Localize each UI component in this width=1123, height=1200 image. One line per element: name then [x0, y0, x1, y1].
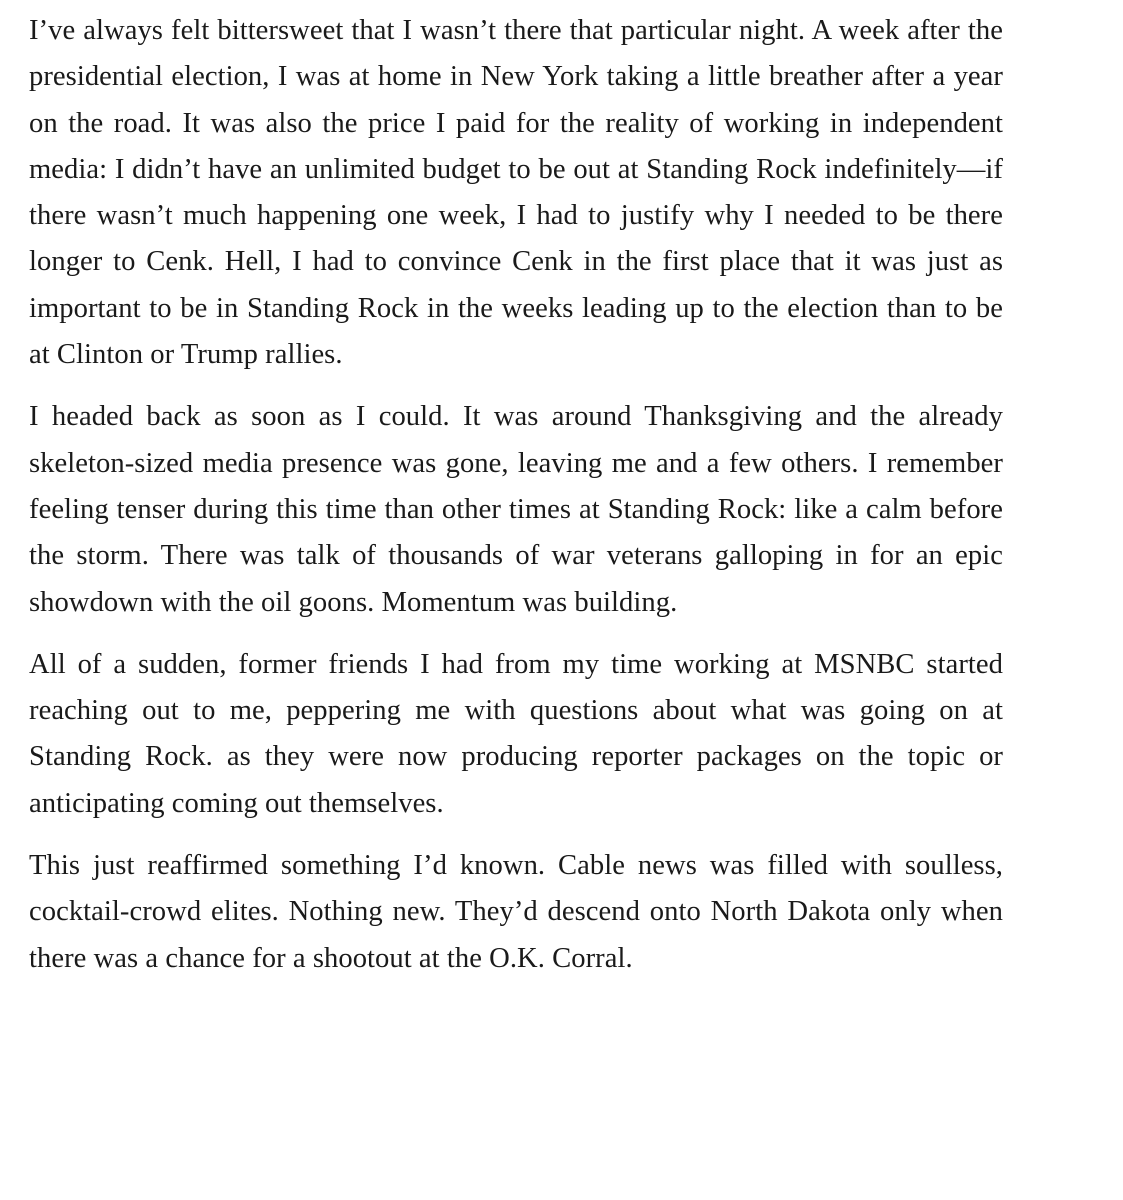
paragraph-3: All of a sudden, former friends I had from my time working at MSNBC started reaching out to me, peppering me with questions about what was going on at Standing Rock. as they were now producing reporter packages on the topic or anticipating coming out themselves. — [29, 648, 1003, 819]
paragraph-1: I’ve always felt bittersweet that I wasn’t there that particular night. A week after the presidential election, I was at home in New York taking a little breather after a year on the road. It was also the price I paid for the reality of working in independent media: I didn’t have an unlimited budget to be out at Standing Rock indefinitely—if there wasn’t much happening one week, I had to justify why I needed to be there longer to Cenk. Hell, I had to convince Cenk in the first place that it was just as important to be in Standing Rock in the weeks leading up to the election than to be at Clinton or Trump rallies. — [29, 15, 1003, 371]
book-page — [29, 8, 1003, 982]
paragraph-2: I headed back as soon as I could. It was around Thanksgiving and the already skeleton-sized media presence was gone, leaving me and a few others. I remember feeling tenser during this time than other times at Standing Rock: like a calm before the storm. There was talk of thousands of war veterans galloping in for an epic showdown with the oil goons. Momentum was building. — [29, 401, 1003, 618]
paragraph-4: This just reaffirmed something I’d known. Cable news was filled with soulless, cocktail-crowd elites. Nothing new. They’d descend onto North Dakota only when there was a chance for a shootout at the O.K. Corral. — [29, 850, 1003, 974]
